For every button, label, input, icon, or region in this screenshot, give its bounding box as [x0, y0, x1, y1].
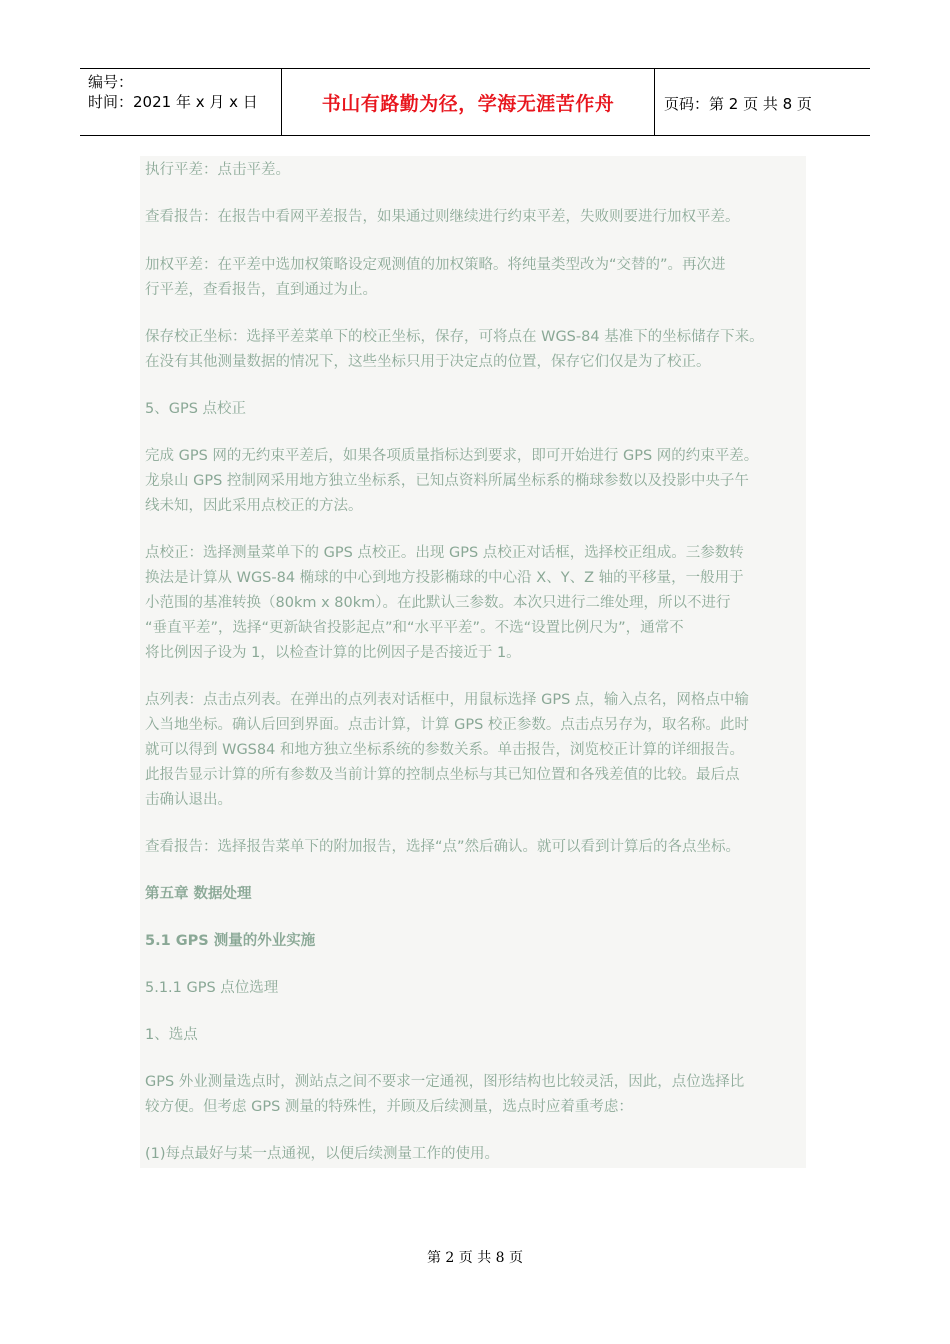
paragraph-line: 执行平差：点击平差。 — [145, 162, 290, 178]
paragraph-line: 加权平差：在平差中选加权策略设定观测值的加权策略。将纯量类型改为“交替的”。再次进 — [145, 257, 726, 273]
paragraph-line: 查看报告：在报告中看网平差报告，如果通过则继续进行约束平差，失败则要进行加权平差。 — [145, 209, 740, 225]
paragraph-line: 完成 GPS 网的无约束平差后，如果各项质量指标达到要求，即可开始进行 GPS 网的约束平差。 — [145, 448, 759, 464]
paragraph-line: 就可以得到 WGS84 和地方独立坐标系统的参数关系。单击报告，浏览校正计算的详细报告。 — [145, 742, 744, 758]
document-body — [140, 156, 806, 1168]
paragraph-line: 行平差，查看报告，直到通过为止。 — [145, 282, 377, 298]
section-heading: 5、GPS 点校正 — [145, 401, 247, 417]
header-meta — [88, 72, 258, 112]
chapter-heading: 第五章 数据处理 — [145, 886, 252, 902]
paragraph-line: 在没有其他测量数据的情况下，这些坐标只用于决定点的位置，保存它们仅是为了校正。 — [145, 354, 711, 370]
paragraph-line: 较方便。但考虑 GPS 测量的特殊性，并顾及后续测量，选点时应着重考虑： — [145, 1099, 633, 1115]
paragraph-line: 线未知，因此采用点校正的方法。 — [145, 498, 363, 514]
paragraph-line: 入当地坐标。确认后回到界面。点击计算，计算 GPS 校正参数。点击点另存为，取名称。此时 — [145, 717, 749, 733]
header-page-info: 页码：第 2 页 共 8 页 — [664, 95, 812, 113]
subsection-heading: 5.1.1 GPS 点位选理 — [145, 980, 279, 996]
paragraph-line: 点校正：选择测量菜单下的 GPS 点校正。出现 GPS 点校正对话框，选择校正组成。三参数转 — [145, 545, 744, 561]
paragraph-line: “垂直平差”，选择“更新缺省投影起点”和“水平平差”。不选“设置比例尺为”，通常不 — [145, 620, 684, 636]
paragraph-line: GPS 外业测量选点时，测站点之间不要求一定通视，图形结构也比较灵活，因此，点位选择比 — [145, 1074, 745, 1090]
paragraph-line: 换法是计算从 WGS-84 椭球的中心到地方投影椭球的中心沿 X、Y、Z 轴的平移量，一般用于 — [145, 570, 744, 586]
paragraph-line: 此报告显示计算的所有参数及当前计算的控制点坐标与其已知位置和各残差值的比较。最后点 — [145, 767, 740, 783]
paragraph-line: 点列表：点击点列表。在弹出的点列表对话框中，用鼠标选择 GPS 点，输入点名，网格点中输 — [145, 692, 749, 708]
paragraph-line: 将比例因子设为 1，以检查计算的比例因子是否接近于 1。 — [145, 645, 521, 661]
header-divider-right — [654, 69, 655, 135]
doc-time-label: 时间：2021 年 x 月 x 日 — [88, 93, 258, 111]
section-heading: 5.1 GPS 测量的外业实施 — [145, 933, 316, 949]
header-motto: 书山有路勤为径，学海无涯苦作舟 — [321, 92, 615, 115]
page-footer: 第 2 页 共 8 页 — [426, 1250, 524, 1266]
paragraph-line: 击确认退出。 — [145, 792, 232, 808]
doc-number-label: 编号： — [88, 73, 134, 91]
paragraph-line: 查看报告：选择报告菜单下的附加报告，选择“点”然后确认。就可以看到计算后的各点坐标。 — [145, 839, 741, 855]
paragraph-line: 龙泉山 GPS 控制网采用地方独立坐标系，已知点资料所属坐标系的椭球参数以及投影中央子午 — [145, 473, 749, 489]
paragraph-line: 保存校正坐标：选择平差菜单下的校正坐标，保存，可将点在 WGS-84 基准下的坐标储存下来。 — [145, 329, 764, 345]
page-header — [80, 68, 870, 136]
list-heading: 1、选点 — [145, 1027, 198, 1043]
paragraph-line: 小范围的基准转换（80km x 80km）。在此默认三参数。本次只进行二维处理，所以不进行 — [145, 595, 731, 611]
paragraph-line: (1)每点最好与某一点通视，以便后续测量工作的使用。 — [145, 1146, 500, 1162]
